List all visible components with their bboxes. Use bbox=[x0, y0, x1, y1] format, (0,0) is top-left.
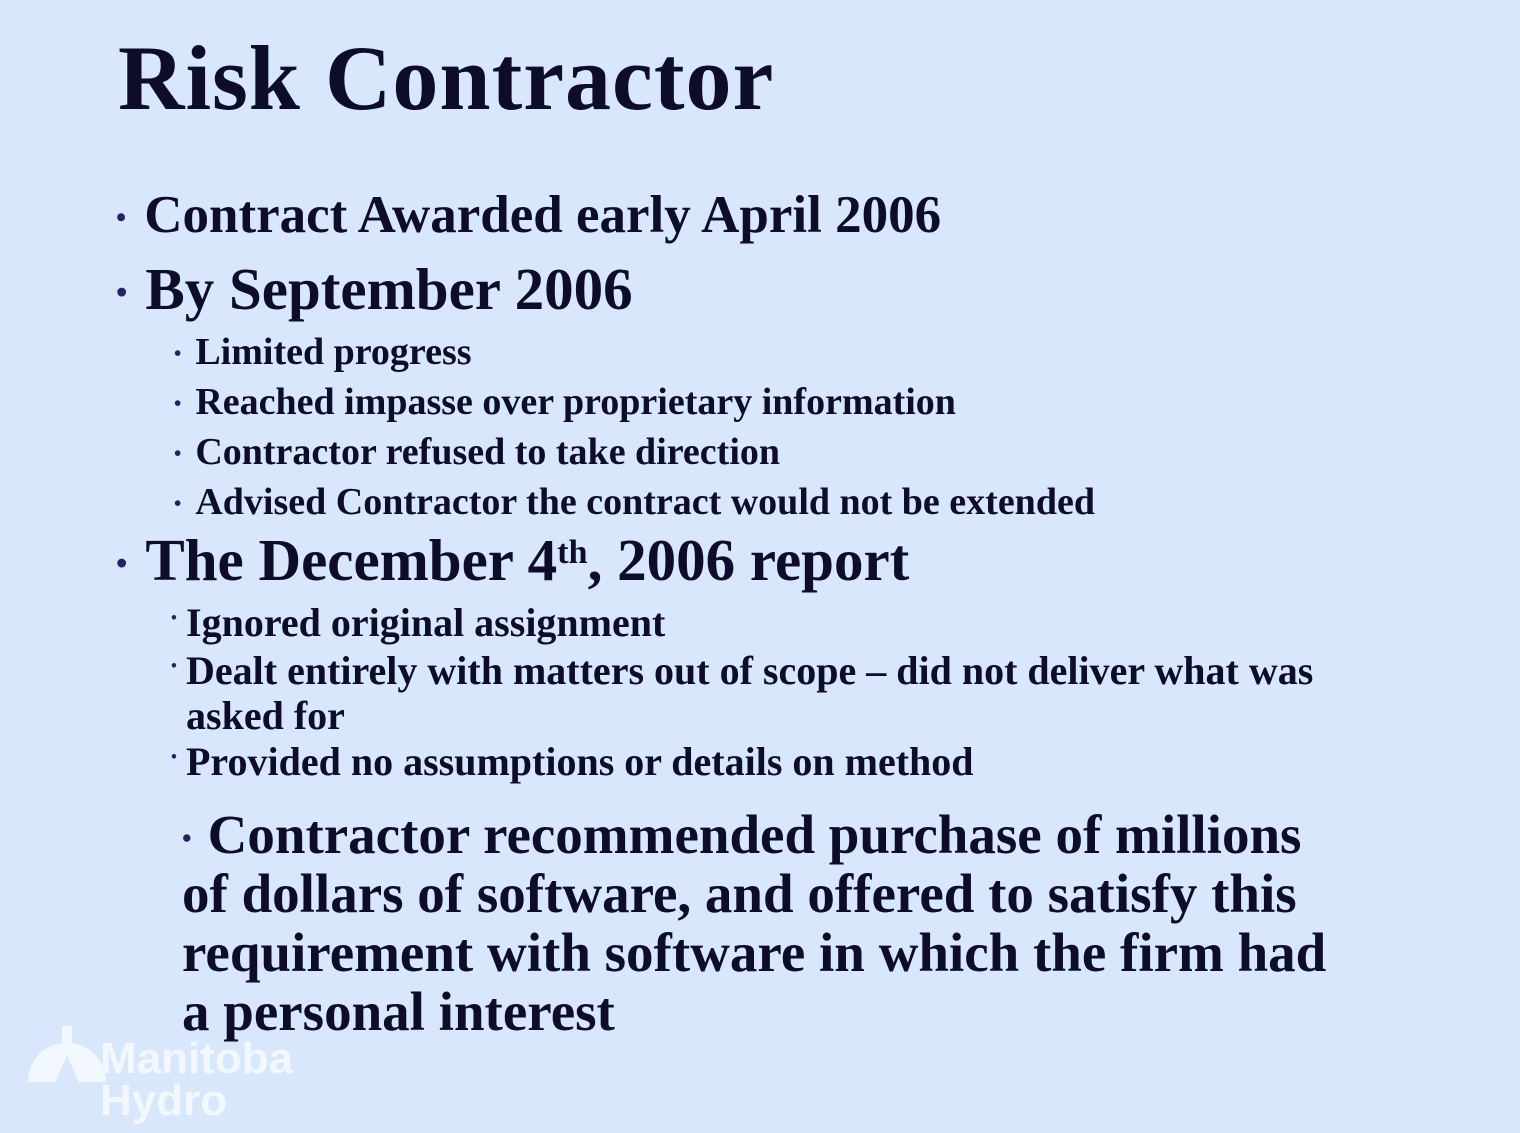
december-heading-post: , 2006 report bbox=[587, 527, 910, 593]
bullet-no-assumptions bbox=[171, 739, 974, 785]
bullet-by-september bbox=[116, 256, 633, 322]
bullet-limited-progress bbox=[174, 331, 472, 374]
logo-text-hydro: Hydro bbox=[100, 1075, 228, 1125]
bullet-contract-awarded bbox=[116, 186, 941, 245]
page-title: Risk Contractor bbox=[118, 27, 775, 129]
bullet-text: Ignored original assignment bbox=[186, 600, 666, 645]
ordinal-superscript: th bbox=[557, 533, 588, 571]
bullet-icon: • bbox=[116, 275, 128, 312]
bullet-refused-direction bbox=[174, 431, 780, 474]
bullet-icon: • bbox=[171, 607, 177, 627]
bullet-text: Provided no assumptions or details on method bbox=[186, 739, 974, 784]
bullet-icon: • bbox=[174, 391, 182, 416]
bullet-text: Contract Awarded early April 2006 bbox=[144, 186, 942, 244]
bullet-december-report bbox=[116, 527, 909, 593]
bullet-icon: • bbox=[174, 491, 182, 516]
bullet-advised-contractor bbox=[174, 481, 1095, 524]
closing-line: a personal interest bbox=[182, 980, 615, 1042]
bullet-text bbox=[145, 527, 909, 593]
closing-line: of dollars of software, and offered to satisfy this bbox=[182, 862, 1297, 924]
bullet-text: Contractor refused to take direction bbox=[195, 431, 781, 473]
bullet-text: Advised Contractor the contract would not be extended bbox=[195, 481, 1095, 523]
bullet-icon: • bbox=[182, 821, 192, 853]
closing-line bbox=[182, 806, 1326, 865]
bullet-text: Reached impasse over proprietary information bbox=[195, 381, 956, 423]
closing-line-text: Contractor recommended purchase of millions bbox=[207, 804, 1302, 865]
bullet-icon: • bbox=[116, 546, 128, 583]
logo-text-manitoba: Manitoba bbox=[100, 1034, 294, 1083]
manitoba-hydro-logo bbox=[26, 1026, 294, 1125]
bullet-reached-impasse bbox=[174, 381, 956, 424]
december-heading-pre: The December 4 bbox=[145, 527, 558, 593]
bullet-ignored-assignment bbox=[171, 600, 666, 646]
bullet-text-line: Dealt entirely with matters out of scope – did not deliver what was bbox=[186, 648, 1314, 693]
bullet-icon: • bbox=[174, 441, 182, 466]
closing-line: requirement with software in which the firm had bbox=[182, 921, 1327, 983]
bullet-icon: • bbox=[171, 655, 177, 675]
bullet-icon: • bbox=[171, 746, 177, 766]
bullet-icon: • bbox=[174, 341, 182, 366]
logo-wordmark bbox=[100, 1034, 294, 1125]
bullet-text: Limited progress bbox=[195, 331, 472, 373]
bullet-text: By September 2006 bbox=[145, 256, 633, 322]
bullet-dealt-out-of-scope bbox=[171, 648, 1314, 739]
bullet-icon: • bbox=[116, 201, 127, 234]
bullet-closing-paragraph bbox=[182, 806, 1326, 1041]
bullet-text-line: asked for bbox=[186, 692, 345, 738]
manitoba-hydro-icon bbox=[26, 1026, 106, 1082]
